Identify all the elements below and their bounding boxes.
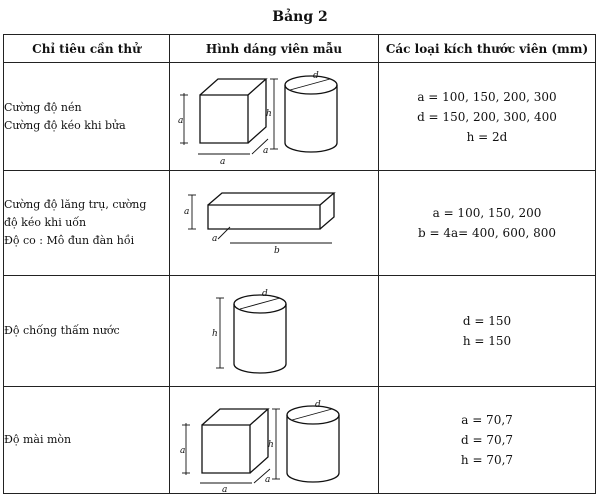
sizes-cell [379,276,596,387]
table-row [4,276,596,387]
criteria-cell [4,63,170,171]
criteria-line: Cường độ lăng trụ, cường [4,198,147,211]
cylinder-icon [216,295,286,373]
criteria-line: Cường độ kéo khi bửa [4,118,126,132]
dim-b-label: b [274,246,280,256]
dim-h-label: h [266,109,272,119]
dim-h-label: h [268,440,274,450]
table-title: Bảng 2 [272,9,328,25]
dim-a-label: a [220,157,226,167]
size-line: d = 150 [462,314,512,328]
header-criteria: Chỉ tiêu cần thử [4,35,170,63]
header-shape: Hình dáng viên mẫu [170,35,379,63]
dim-a-label: a [184,207,190,217]
cylinder-icon [270,76,337,152]
cube-icon [180,79,268,154]
size-line: b = 4a= 400, 600, 800 [418,226,556,240]
shape-cell [170,171,379,276]
dim-a-label: a [180,446,186,456]
criteria-line: độ kéo khi uốn [4,216,87,229]
dim-a-label: a [212,234,218,244]
table-row [4,171,596,276]
shape-cell [170,276,379,387]
dim-a-label: a [222,485,228,493]
shape-figure [170,276,379,386]
table-row [4,63,596,171]
specimen-table [3,34,596,494]
dim-a-label: a [263,146,269,156]
cylinder-icon [272,406,339,482]
sizes-cell [379,63,596,171]
size-line: h = 2d [466,129,508,144]
shape-cell [170,387,379,494]
prism-icon [188,193,334,243]
criteria-line: Độ co : Mô đun đàn hồi [4,234,135,247]
criteria-cell [4,276,170,387]
header-row [4,35,596,63]
dim-h-label: h [212,329,218,339]
shape-figure [170,387,379,493]
size-line: h = 150 [462,334,512,348]
dim-d-label: d [313,71,319,81]
dim-d-label: d [262,289,268,299]
criteria-cell [4,171,170,276]
criteria-cell [4,387,170,494]
shape-cell [170,63,379,171]
size-line: d = 150, 200, 300, 400 [417,109,557,124]
sizes-cell [379,171,596,276]
shape-figure [170,63,379,170]
size-line: d = 70,7 [460,433,514,447]
dim-d-label: d [315,400,321,410]
dim-a-label: a [178,116,184,126]
cube-icon [182,409,270,483]
shape-figure [170,171,379,275]
size-line: h = 70,7 [460,453,514,467]
criteria-line: Độ mài mòn [4,433,72,446]
table-row [4,387,596,494]
size-line: a = 70,7 [461,413,513,427]
header-sizes: Các loại kích thước viên (mm) [379,35,596,63]
sizes-cell [379,387,596,494]
criteria-line: Cường độ nén [4,100,82,114]
size-line: a = 100, 150, 200 [432,206,542,220]
size-line: a = 100, 150, 200, 300 [417,89,557,104]
dim-a-label: a [265,475,271,485]
criteria-line: Độ chống thấm nước [4,324,120,337]
